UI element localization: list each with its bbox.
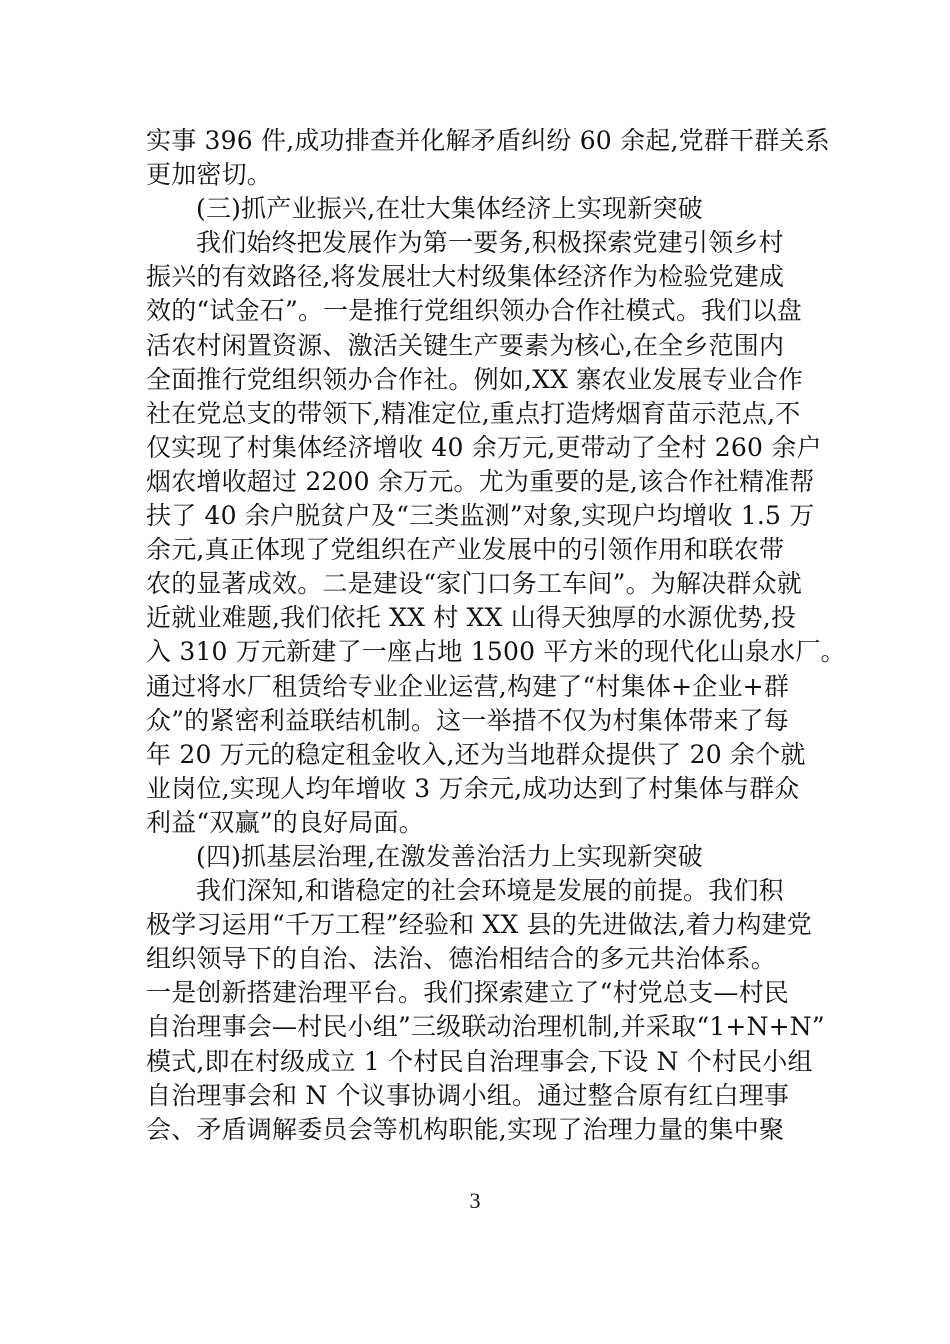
paragraph-start-line: 我们始终把发展作为第一要务,积极探索党建引领乡村 xyxy=(196,228,784,258)
text-line: 通过将水厂租赁给专业企业运营,构建了“村集体+企业+群 xyxy=(146,671,790,701)
text-line: 余元,真正体现了党组织在产业发展中的引领作用和联农带 xyxy=(146,535,785,565)
text-line: 效的“试金石”。一是推行党组织领办合作社模式。我们以盘 xyxy=(146,296,802,326)
text-line: 实事 396 件,成功排查并化解矛盾纠纷 60 余起,党群干群关系 xyxy=(146,126,830,155)
text-line: 会、矛盾调解委员会等机构职能,实现了治理力量的集中聚 xyxy=(146,1114,785,1144)
paragraph-start-line: (四)抓基层治理,在激发善治活力上实现新突破 xyxy=(196,841,703,871)
text-line: 极学习运用“千万工程”经验和 XX 县的先进做法,着力构建党 xyxy=(146,910,812,940)
text-line: 全面推行党组织领办合作社。例如,XX 寨农业发展专业合作 xyxy=(146,364,804,394)
text-line: 组织领导下的自治、法治、德治相结合的多元共治体系。 xyxy=(146,944,777,974)
text-line: 众”的紧密利益联结机制。这一举措不仅为村集体带来了每 xyxy=(146,705,789,735)
text-line: 扶了 40 余户脱贫户及“三类监测”对象,实现户均增收 1.5 万 xyxy=(146,501,815,531)
text-line: 入 310 万元新建了一座占地 1500 平方米的现代化山泉水厂。 xyxy=(146,637,846,667)
text-line: 农的显著成效。二是建设“家门口务工车间”。为解决群众就 xyxy=(146,569,802,599)
text-line: 烟农增收超过 2200 余万元。尤为重要的是,该合作社精准帮 xyxy=(146,466,815,496)
text-line: 近就业难题,我们依托 XX 村 XX 山得天独厚的水源优势,投 xyxy=(146,603,797,633)
text-line: 自治理事会和 N 个议事协调小组。通过整合原有红白理事 xyxy=(146,1080,790,1110)
paragraph-start-line: 我们深知,和谐稳定的社会环境是发展的前提。我们积 xyxy=(196,876,784,906)
paragraph-start-line: (三)抓产业振兴,在壮大集体经济上实现新突破 xyxy=(196,194,703,224)
body-text xyxy=(146,124,846,1147)
text-line: 更加密切。 xyxy=(146,160,273,190)
text-line: 振兴的有效路径,将发展壮大村级集体经济作为检验党建成 xyxy=(146,262,785,292)
text-line: 仅实现了村集体经济增收 40 余万元,更带动了全村 260 余户 xyxy=(146,432,822,462)
text-line: 自治理事会—村民小组”三级联动治理机制,并采取“1+N+N” xyxy=(146,1012,825,1042)
text-line: 社在党总支的带领下,精准定位,重点打造烤烟育苗示范点,不 xyxy=(146,398,801,428)
text-line: 业岗位,实现人均年增收 3 万余元,成功达到了村集体与群众 xyxy=(146,773,800,803)
text-line: 利益“双赢”的良好局面。 xyxy=(146,807,424,837)
text-line: 一是创新搭建治理平台。我们探索建立了“村党总支—村民 xyxy=(146,978,789,1008)
text-line: 年 20 万元的稳定租金收入,还为当地群众提供了 20 余个就 xyxy=(146,739,806,769)
page-number: 3 xyxy=(469,1188,481,1213)
text-line: 模式,即在村级成立 1 个村民自治理事会,下设 N 个村民小组 xyxy=(146,1046,813,1076)
text-line: 活农村闲置资源、激活关键生产要素为核心,在全乡范围内 xyxy=(146,330,785,360)
